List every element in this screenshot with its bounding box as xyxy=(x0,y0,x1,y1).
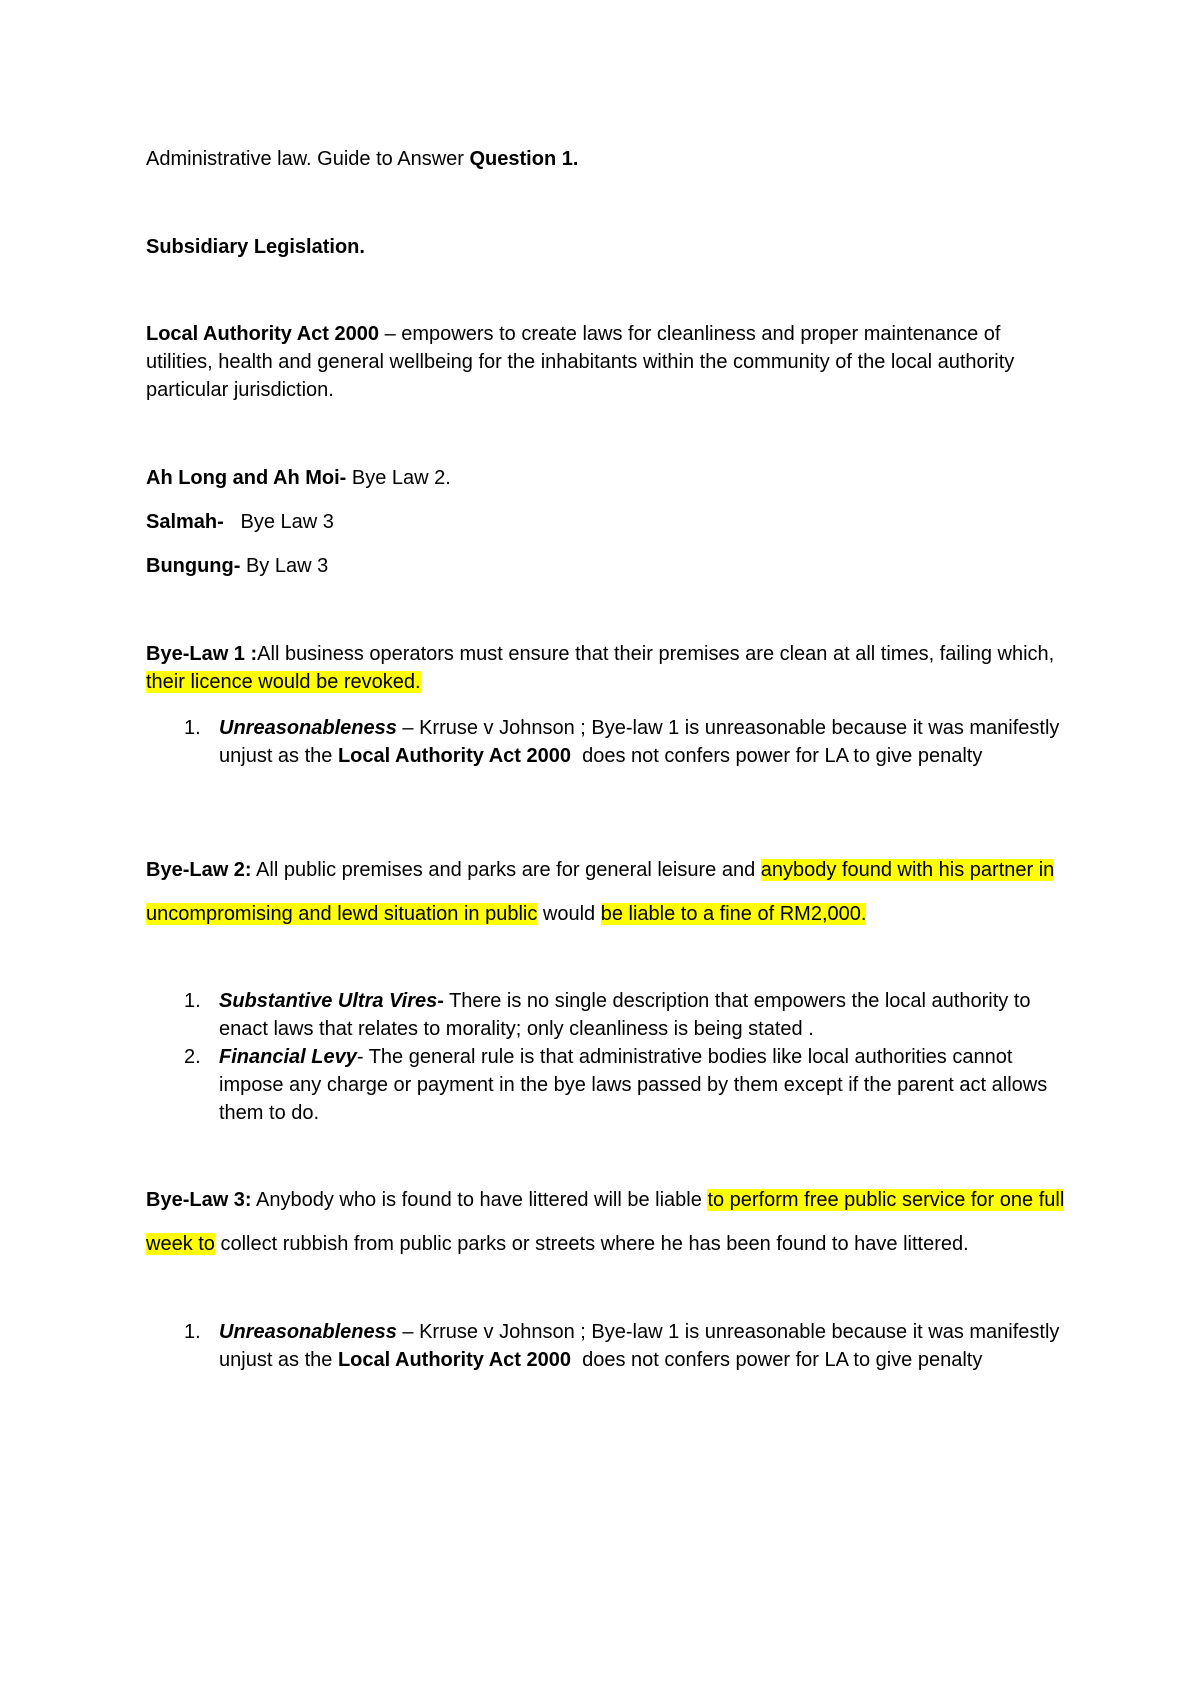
bye-law-3-list xyxy=(146,1318,1066,1374)
intro-paragraph xyxy=(146,320,1066,404)
party-law: By Law 3 xyxy=(240,555,329,577)
heading-text: Subsidiary Legislation. xyxy=(146,236,365,258)
party-line-3 xyxy=(146,552,1066,580)
party-line-2 xyxy=(146,508,1066,536)
bye-law-2-text: All public premises and parks are for general leisure and xyxy=(251,859,761,881)
bye-law-2-text: would xyxy=(537,903,601,925)
section-heading xyxy=(146,233,1066,261)
bye-law-3-label: Bye-Law 3: xyxy=(146,1189,252,1211)
bye-law-1-list xyxy=(146,714,1066,770)
list-text: does not confers power for LA to give penalty xyxy=(571,1349,983,1371)
party-name: Ah Long and Ah Moi- xyxy=(146,467,347,489)
bye-law-2-highlight-a: anybody found with his partner in uncompromising and lewd situation in public xyxy=(146,859,1055,925)
bye-law-2-highlight-b: be liable to a fine of RM2,000. xyxy=(600,903,867,925)
list-text: There is no single description that empowers the local authority to enact laws that relates to morality; only cleanliness is being stated . xyxy=(219,990,1031,1040)
party-name: Bungung- xyxy=(146,555,241,577)
bye-law-1-label: Bye-Law 1 : xyxy=(146,643,258,665)
bye-law-3-paragraph xyxy=(146,1178,1066,1266)
bye-law-1-paragraph xyxy=(146,640,1066,696)
title-question: Question 1. xyxy=(469,148,579,170)
bye-law-3-text: Anybody who is found to have littered will be liable xyxy=(251,1189,708,1211)
list-item xyxy=(146,987,1066,1043)
list-number: 1. xyxy=(184,717,201,739)
list-number: 1. xyxy=(184,1321,201,1343)
party-law: Bye Law 2. xyxy=(346,467,451,489)
party-line-1 xyxy=(146,464,1066,492)
bye-law-2-label: Bye-Law 2: xyxy=(146,859,252,881)
title-line xyxy=(146,145,1066,173)
list-text: – Krruse v Johnson ; Bye-law 1 is unreasonable because it was manifestly unjust as the xyxy=(219,717,1060,767)
title-prefix: Administrative law. Guide to Answer xyxy=(146,148,470,170)
list-number: 1. xyxy=(184,990,201,1012)
party-name: Salmah- xyxy=(146,511,224,533)
list-text: - The general rule is that administrative bodies like local authorities cannot impose any charge or payment in the bye laws passed by them except if the parent act allows them to do. xyxy=(219,1046,1048,1124)
party-law: Bye Law 3 xyxy=(223,511,334,533)
list-number: 2. xyxy=(184,1046,201,1068)
list-text: does not confers power for LA to give penalty xyxy=(571,745,983,767)
bye-law-1-highlight: their licence would be revoked. xyxy=(146,671,421,693)
bye-law-2-list xyxy=(146,987,1066,1127)
list-item xyxy=(146,714,1066,770)
intro-text: – empowers to create laws for cleanliness and proper maintenance of utilities, health and general wellbeing for the inhabitants within the community of the local authority particular jurisdiction. xyxy=(146,323,1015,401)
list-term: Substantive Ultra Vires- xyxy=(219,990,444,1012)
bye-law-1-text: All business operators must ensure that their premises are clean at all times, failing which, xyxy=(257,643,1055,665)
list-term: Unreasonableness xyxy=(219,1321,397,1343)
bye-law-3-text: collect rubbish from public parks or streets where he has been found to have littered. xyxy=(214,1233,969,1255)
list-term: Financial Levy xyxy=(219,1046,357,1068)
list-item xyxy=(146,1043,1066,1127)
list-act: Local Authority Act 2000 xyxy=(337,1349,571,1371)
list-item xyxy=(146,1318,1066,1374)
intro-act: Local Authority Act 2000 xyxy=(146,323,380,345)
bye-law-2-paragraph xyxy=(146,848,1066,936)
list-term: Unreasonableness xyxy=(219,717,397,739)
list-act: Local Authority Act 2000 xyxy=(337,745,571,767)
bye-law-3-highlight: to perform free public service for one full week to xyxy=(146,1189,1065,1255)
list-text: – Krruse v Johnson ; Bye-law 1 is unreasonable because it was manifestly unjust as the xyxy=(219,1321,1060,1371)
